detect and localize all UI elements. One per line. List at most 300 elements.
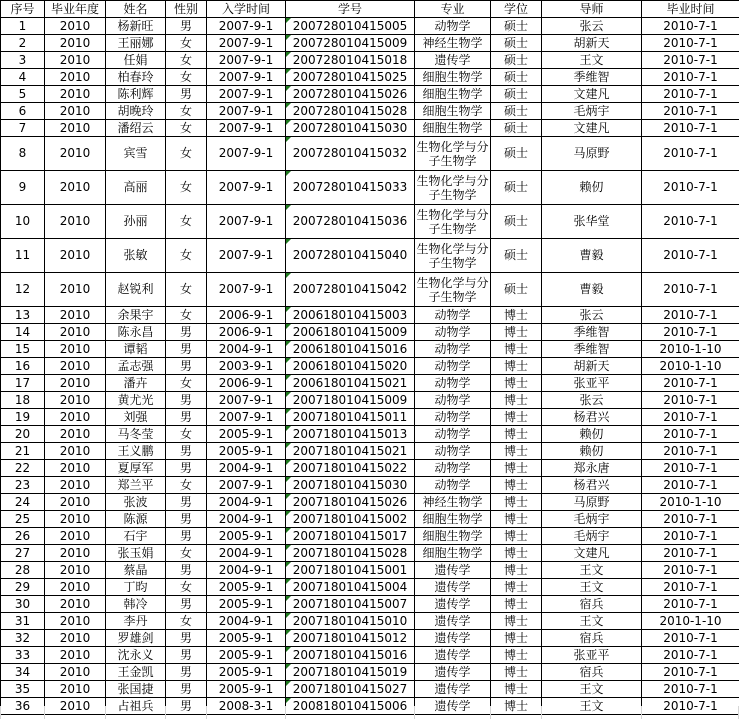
grad-date-cell[interactable]: 2010-7-1 [642, 426, 739, 443]
student-id-cell[interactable]: 200718010415030 [286, 477, 415, 494]
student-id-cell[interactable]: 200728010415030 [286, 120, 415, 137]
grad-date-cell[interactable]: 2010-7-1 [642, 171, 739, 205]
student-name-cell[interactable]: 孙丽 [106, 205, 166, 239]
grad-date-cell[interactable]: 2010-7-1 [642, 239, 739, 273]
enroll-date-cell[interactable]: 2007-9-1 [207, 120, 286, 137]
advisor-cell[interactable]: 马原野 [542, 494, 642, 511]
degree-cell[interactable]: 博士 [491, 307, 542, 324]
enroll-date-cell[interactable]: 2007-9-1 [207, 69, 286, 86]
grad-date-cell[interactable]: 2010-1-10 [642, 613, 739, 630]
grad-year-cell[interactable]: 2010 [45, 494, 106, 511]
enroll-date-cell[interactable]: 2004-9-1 [207, 494, 286, 511]
gender-cell[interactable]: 男 [166, 664, 207, 681]
major-cell[interactable]: 遗传学 [415, 664, 491, 681]
student-name-cell[interactable]: 陈利辉 [106, 86, 166, 103]
major-cell[interactable]: 动物学 [415, 409, 491, 426]
grad-year-cell[interactable]: 2010 [45, 545, 106, 562]
student-name-cell[interactable]: 韩冷 [106, 596, 166, 613]
enroll-date-cell[interactable]: 2005-9-1 [207, 630, 286, 647]
grad-date-cell[interactable]: 2010-7-1 [642, 35, 739, 52]
grad-date-cell[interactable]: 2010-7-1 [642, 545, 739, 562]
student-id-cell[interactable]: 200618010415003 [286, 307, 415, 324]
enroll-date-cell[interactable]: 2007-9-1 [207, 171, 286, 205]
grad-year-cell[interactable]: 2010 [45, 409, 106, 426]
degree-cell[interactable]: 博士 [491, 358, 542, 375]
major-cell[interactable]: 神经生物学 [415, 35, 491, 52]
advisor-cell[interactable]: 毛炳宇 [542, 103, 642, 120]
grad-date-cell[interactable]: 2010-7-1 [642, 18, 739, 35]
degree-cell[interactable]: 硕士 [491, 120, 542, 137]
student-name-cell[interactable]: 高丽 [106, 171, 166, 205]
enroll-date-cell[interactable]: 2007-9-1 [207, 477, 286, 494]
row-number-cell[interactable]: 26 [1, 528, 45, 545]
row-number-cell[interactable]: 5 [1, 86, 45, 103]
student-id-cell[interactable]: 200718010415009 [286, 392, 415, 409]
row-number-cell[interactable]: 6 [1, 103, 45, 120]
advisor-cell[interactable]: 杨君兴 [542, 409, 642, 426]
grad-year-cell[interactable]: 2010 [45, 528, 106, 545]
major-cell[interactable]: 细胞生物学 [415, 545, 491, 562]
advisor-cell[interactable]: 季维智 [542, 324, 642, 341]
advisor-cell[interactable]: 季维智 [542, 341, 642, 358]
gender-cell[interactable]: 女 [166, 477, 207, 494]
grad-date-cell[interactable]: 2010-7-1 [642, 579, 739, 596]
major-cell[interactable]: 遗传学 [415, 52, 491, 69]
header-grad-date[interactable]: 毕业时间 [642, 1, 739, 18]
major-cell[interactable]: 遗传学 [415, 698, 491, 715]
advisor-cell[interactable]: 文建凡 [542, 545, 642, 562]
gender-cell[interactable]: 男 [166, 341, 207, 358]
student-id-cell[interactable]: 200618010415021 [286, 375, 415, 392]
grad-year-cell[interactable]: 2010 [45, 511, 106, 528]
header-advisor[interactable]: 导师 [542, 1, 642, 18]
row-number-cell[interactable]: 14 [1, 324, 45, 341]
grad-date-cell[interactable]: 2010-7-1 [642, 647, 739, 664]
row-number-cell[interactable]: 22 [1, 460, 45, 477]
grad-date-cell[interactable]: 2010-7-1 [642, 443, 739, 460]
gender-cell[interactable]: 男 [166, 409, 207, 426]
student-id-cell[interactable]: 200718010415012 [286, 630, 415, 647]
major-cell[interactable]: 细胞生物学 [415, 69, 491, 86]
grad-year-cell[interactable]: 2010 [45, 35, 106, 52]
major-cell[interactable]: 生物化学与分子生物学 [415, 239, 491, 273]
enroll-date-cell[interactable]: 2007-9-1 [207, 35, 286, 52]
grad-year-cell[interactable]: 2010 [45, 171, 106, 205]
advisor-cell[interactable]: 毛炳宇 [542, 511, 642, 528]
student-id-cell[interactable]: 200718010415028 [286, 545, 415, 562]
student-id-cell[interactable]: 200718010415002 [286, 511, 415, 528]
student-name-cell[interactable]: 张玉娟 [106, 545, 166, 562]
student-name-cell[interactable]: 潘卉 [106, 375, 166, 392]
student-id-cell[interactable]: 200718010415004 [286, 579, 415, 596]
major-cell[interactable]: 生物化学与分子生物学 [415, 273, 491, 307]
grad-date-cell[interactable]: 2010-7-1 [642, 477, 739, 494]
row-number-cell[interactable]: 36 [1, 698, 45, 715]
student-name-cell[interactable]: 赵锐利 [106, 273, 166, 307]
degree-cell[interactable]: 硕士 [491, 52, 542, 69]
advisor-cell[interactable]: 张华堂 [542, 205, 642, 239]
student-name-cell[interactable]: 潘绍云 [106, 120, 166, 137]
grad-date-cell[interactable]: 2010-7-1 [642, 137, 739, 171]
grad-year-cell[interactable]: 2010 [45, 103, 106, 120]
advisor-cell[interactable]: 赖仞 [542, 426, 642, 443]
grad-date-cell[interactable]: 2010-7-1 [642, 120, 739, 137]
gender-cell[interactable]: 男 [166, 324, 207, 341]
degree-cell[interactable]: 硕士 [491, 205, 542, 239]
student-id-cell[interactable]: 200718010415010 [286, 613, 415, 630]
grad-year-cell[interactable]: 2010 [45, 426, 106, 443]
enroll-date-cell[interactable]: 2004-9-1 [207, 511, 286, 528]
gender-cell[interactable]: 女 [166, 171, 207, 205]
header-name[interactable]: 姓名 [106, 1, 166, 18]
grad-date-cell[interactable]: 2010-7-1 [642, 562, 739, 579]
gender-cell[interactable]: 男 [166, 562, 207, 579]
degree-cell[interactable]: 硕士 [491, 69, 542, 86]
enroll-date-cell[interactable]: 2005-9-1 [207, 681, 286, 698]
advisor-cell[interactable]: 张云 [542, 307, 642, 324]
row-number-cell[interactable]: 21 [1, 443, 45, 460]
grad-year-cell[interactable]: 2010 [45, 324, 106, 341]
row-number-cell[interactable]: 25 [1, 511, 45, 528]
major-cell[interactable]: 动物学 [415, 358, 491, 375]
row-number-cell[interactable]: 4 [1, 69, 45, 86]
degree-cell[interactable]: 博士 [491, 477, 542, 494]
gender-cell[interactable]: 男 [166, 460, 207, 477]
enroll-date-cell[interactable]: 2007-9-1 [207, 392, 286, 409]
gender-cell[interactable]: 女 [166, 137, 207, 171]
student-id-cell[interactable]: 200728010415025 [286, 69, 415, 86]
enroll-date-cell[interactable]: 2003-9-1 [207, 358, 286, 375]
student-id-cell[interactable]: 200618010415009 [286, 324, 415, 341]
enroll-date-cell[interactable]: 2007-9-1 [207, 409, 286, 426]
grad-year-cell[interactable]: 2010 [45, 358, 106, 375]
student-id-cell[interactable]: 200718010415016 [286, 647, 415, 664]
grad-year-cell[interactable]: 2010 [45, 120, 106, 137]
major-cell[interactable]: 遗传学 [415, 647, 491, 664]
grad-year-cell[interactable]: 2010 [45, 52, 106, 69]
enroll-date-cell[interactable]: 2005-9-1 [207, 426, 286, 443]
degree-cell[interactable]: 博士 [491, 613, 542, 630]
grad-year-cell[interactable]: 2010 [45, 137, 106, 171]
student-name-cell[interactable]: 张敏 [106, 239, 166, 273]
student-id-cell[interactable]: 200718010415027 [286, 681, 415, 698]
advisor-cell[interactable]: 马原野 [542, 137, 642, 171]
student-name-cell[interactable]: 丁昀 [106, 579, 166, 596]
row-number-cell[interactable]: 16 [1, 358, 45, 375]
row-number-cell[interactable]: 27 [1, 545, 45, 562]
student-id-cell[interactable]: 200728010415032 [286, 137, 415, 171]
grad-date-cell[interactable]: 2010-7-1 [642, 392, 739, 409]
gender-cell[interactable]: 男 [166, 511, 207, 528]
major-cell[interactable]: 遗传学 [415, 630, 491, 647]
row-number-cell[interactable]: 19 [1, 409, 45, 426]
degree-cell[interactable]: 硕士 [491, 103, 542, 120]
student-name-cell[interactable]: 柏春玲 [106, 69, 166, 86]
advisor-cell[interactable]: 曹毅 [542, 239, 642, 273]
gender-cell[interactable]: 男 [166, 647, 207, 664]
student-name-cell[interactable]: 王义鹏 [106, 443, 166, 460]
gender-cell[interactable]: 女 [166, 579, 207, 596]
student-id-cell[interactable]: 200718010415011 [286, 409, 415, 426]
grad-year-cell[interactable]: 2010 [45, 239, 106, 273]
student-id-cell[interactable]: 200728010415036 [286, 205, 415, 239]
advisor-cell[interactable]: 胡新天 [542, 358, 642, 375]
grad-date-cell[interactable]: 2010-1-10 [642, 358, 739, 375]
major-cell[interactable]: 生物化学与分子生物学 [415, 171, 491, 205]
advisor-cell[interactable]: 王文 [542, 579, 642, 596]
major-cell[interactable]: 动物学 [415, 460, 491, 477]
grad-year-cell[interactable]: 2010 [45, 562, 106, 579]
gender-cell[interactable]: 女 [166, 273, 207, 307]
gender-cell[interactable]: 女 [166, 120, 207, 137]
major-cell[interactable]: 动物学 [415, 392, 491, 409]
major-cell[interactable]: 遗传学 [415, 681, 491, 698]
degree-cell[interactable]: 博士 [491, 460, 542, 477]
grad-date-cell[interactable]: 2010-7-1 [642, 630, 739, 647]
enroll-date-cell[interactable]: 2004-9-1 [207, 545, 286, 562]
row-number-cell[interactable]: 28 [1, 562, 45, 579]
header-student-id[interactable]: 学号 [286, 1, 415, 18]
enroll-date-cell[interactable]: 2004-9-1 [207, 562, 286, 579]
header-grad-year[interactable]: 毕业年度 [45, 1, 106, 18]
grad-date-cell[interactable]: 2010-7-1 [642, 273, 739, 307]
row-number-cell[interactable]: 15 [1, 341, 45, 358]
row-number-cell[interactable]: 1 [1, 18, 45, 35]
student-name-cell[interactable]: 沈永义 [106, 647, 166, 664]
advisor-cell[interactable]: 文建凡 [542, 120, 642, 137]
student-id-cell[interactable]: 200728010415009 [286, 35, 415, 52]
gender-cell[interactable]: 女 [166, 103, 207, 120]
grad-year-cell[interactable]: 2010 [45, 273, 106, 307]
advisor-cell[interactable]: 张亚平 [542, 375, 642, 392]
advisor-cell[interactable]: 文建凡 [542, 86, 642, 103]
row-number-cell[interactable]: 3 [1, 52, 45, 69]
advisor-cell[interactable]: 宿兵 [542, 596, 642, 613]
advisor-cell[interactable]: 赖仞 [542, 443, 642, 460]
grad-year-cell[interactable]: 2010 [45, 630, 106, 647]
student-id-cell[interactable]: 200728010415018 [286, 52, 415, 69]
gender-cell[interactable]: 女 [166, 205, 207, 239]
grad-year-cell[interactable]: 2010 [45, 375, 106, 392]
row-number-cell[interactable]: 11 [1, 239, 45, 273]
grad-year-cell[interactable]: 2010 [45, 86, 106, 103]
student-name-cell[interactable]: 占祖兵 [106, 698, 166, 715]
student-id-cell[interactable]: 200718010415001 [286, 562, 415, 579]
grad-year-cell[interactable]: 2010 [45, 69, 106, 86]
student-id-cell[interactable]: 200718010415013 [286, 426, 415, 443]
enroll-date-cell[interactable]: 2007-9-1 [207, 205, 286, 239]
enroll-date-cell[interactable]: 2005-9-1 [207, 647, 286, 664]
student-id-cell[interactable]: 200718010415026 [286, 494, 415, 511]
student-id-cell[interactable]: 200728010415040 [286, 239, 415, 273]
row-number-cell[interactable]: 7 [1, 120, 45, 137]
grad-date-cell[interactable]: 2010-7-1 [642, 205, 739, 239]
grad-date-cell[interactable]: 2010-1-10 [642, 494, 739, 511]
degree-cell[interactable]: 硕士 [491, 137, 542, 171]
student-name-cell[interactable]: 刘强 [106, 409, 166, 426]
major-cell[interactable]: 动物学 [415, 324, 491, 341]
student-name-cell[interactable]: 余果宇 [106, 307, 166, 324]
degree-cell[interactable]: 博士 [491, 562, 542, 579]
student-id-cell[interactable]: 200718010415007 [286, 596, 415, 613]
student-name-cell[interactable]: 张波 [106, 494, 166, 511]
row-number-cell[interactable]: 13 [1, 307, 45, 324]
degree-cell[interactable]: 博士 [491, 511, 542, 528]
grad-year-cell[interactable]: 2010 [45, 698, 106, 715]
header-gender[interactable]: 性别 [166, 1, 207, 18]
advisor-cell[interactable]: 张亚平 [542, 647, 642, 664]
major-cell[interactable]: 细胞生物学 [415, 120, 491, 137]
enroll-date-cell[interactable]: 2007-9-1 [207, 239, 286, 273]
student-id-cell[interactable]: 200818010415006 [286, 698, 415, 715]
row-number-cell[interactable]: 33 [1, 647, 45, 664]
student-id-cell[interactable]: 200728010415026 [286, 86, 415, 103]
grad-date-cell[interactable]: 2010-1-10 [642, 341, 739, 358]
student-name-cell[interactable]: 蔡晶 [106, 562, 166, 579]
gender-cell[interactable]: 女 [166, 545, 207, 562]
enroll-date-cell[interactable]: 2007-9-1 [207, 273, 286, 307]
degree-cell[interactable]: 博士 [491, 392, 542, 409]
gender-cell[interactable]: 女 [166, 307, 207, 324]
grad-date-cell[interactable]: 2010-7-1 [642, 409, 739, 426]
advisor-cell[interactable]: 郑永唐 [542, 460, 642, 477]
advisor-cell[interactable]: 张云 [542, 392, 642, 409]
grad-date-cell[interactable]: 2010-7-1 [642, 307, 739, 324]
enroll-date-cell[interactable]: 2007-9-1 [207, 103, 286, 120]
grad-year-cell[interactable]: 2010 [45, 681, 106, 698]
advisor-cell[interactable]: 王文 [542, 562, 642, 579]
gender-cell[interactable]: 女 [166, 239, 207, 273]
grad-date-cell[interactable]: 2010-7-1 [642, 103, 739, 120]
enroll-date-cell[interactable]: 2007-9-1 [207, 137, 286, 171]
header-no[interactable]: 序号 [1, 1, 45, 18]
grad-date-cell[interactable]: 2010-7-1 [642, 86, 739, 103]
advisor-cell[interactable]: 赖仞 [542, 171, 642, 205]
student-name-cell[interactable]: 孟志强 [106, 358, 166, 375]
degree-cell[interactable]: 博士 [491, 494, 542, 511]
grad-date-cell[interactable]: 2010-7-1 [642, 664, 739, 681]
gender-cell[interactable]: 女 [166, 69, 207, 86]
row-number-cell[interactable]: 23 [1, 477, 45, 494]
grad-year-cell[interactable]: 2010 [45, 647, 106, 664]
advisor-cell[interactable]: 季维智 [542, 69, 642, 86]
grad-year-cell[interactable]: 2010 [45, 596, 106, 613]
major-cell[interactable]: 生物化学与分子生物学 [415, 137, 491, 171]
advisor-cell[interactable]: 杨君兴 [542, 477, 642, 494]
major-cell[interactable]: 动物学 [415, 307, 491, 324]
gender-cell[interactable]: 男 [166, 528, 207, 545]
student-id-cell[interactable]: 200618010415016 [286, 341, 415, 358]
gender-cell[interactable]: 男 [166, 358, 207, 375]
degree-cell[interactable]: 硕士 [491, 171, 542, 205]
student-name-cell[interactable]: 罗雄剑 [106, 630, 166, 647]
degree-cell[interactable]: 博士 [491, 596, 542, 613]
student-name-cell[interactable]: 杨新旺 [106, 18, 166, 35]
major-cell[interactable]: 遗传学 [415, 613, 491, 630]
advisor-cell[interactable]: 胡新天 [542, 35, 642, 52]
row-number-cell[interactable]: 8 [1, 137, 45, 171]
grad-year-cell[interactable]: 2010 [45, 613, 106, 630]
row-number-cell[interactable]: 35 [1, 681, 45, 698]
gender-cell[interactable]: 女 [166, 35, 207, 52]
enroll-date-cell[interactable]: 2004-9-1 [207, 613, 286, 630]
advisor-cell[interactable]: 宿兵 [542, 630, 642, 647]
major-cell[interactable]: 遗传学 [415, 579, 491, 596]
grad-date-cell[interactable]: 2010-7-1 [642, 698, 739, 715]
major-cell[interactable]: 细胞生物学 [415, 86, 491, 103]
grad-date-cell[interactable]: 2010-7-1 [642, 596, 739, 613]
student-name-cell[interactable]: 任娟 [106, 52, 166, 69]
enroll-date-cell[interactable]: 2005-9-1 [207, 664, 286, 681]
advisor-cell[interactable]: 王文 [542, 613, 642, 630]
degree-cell[interactable]: 博士 [491, 664, 542, 681]
major-cell[interactable]: 遗传学 [415, 562, 491, 579]
grad-year-cell[interactable]: 2010 [45, 307, 106, 324]
degree-cell[interactable]: 博士 [491, 409, 542, 426]
grad-date-cell[interactable]: 2010-7-1 [642, 511, 739, 528]
degree-cell[interactable]: 博士 [491, 630, 542, 647]
major-cell[interactable]: 动物学 [415, 341, 491, 358]
grad-year-cell[interactable]: 2010 [45, 341, 106, 358]
major-cell[interactable]: 细胞生物学 [415, 511, 491, 528]
row-number-cell[interactable]: 10 [1, 205, 45, 239]
degree-cell[interactable]: 博士 [491, 528, 542, 545]
row-number-cell[interactable]: 24 [1, 494, 45, 511]
degree-cell[interactable]: 博士 [491, 579, 542, 596]
degree-cell[interactable]: 博士 [491, 426, 542, 443]
enroll-date-cell[interactable]: 2006-9-1 [207, 307, 286, 324]
degree-cell[interactable]: 博士 [491, 324, 542, 341]
major-cell[interactable]: 细胞生物学 [415, 103, 491, 120]
gender-cell[interactable]: 女 [166, 52, 207, 69]
degree-cell[interactable]: 博士 [491, 545, 542, 562]
gender-cell[interactable]: 男 [166, 698, 207, 715]
gender-cell[interactable]: 男 [166, 443, 207, 460]
row-number-cell[interactable]: 2 [1, 35, 45, 52]
degree-cell[interactable]: 硕士 [491, 273, 542, 307]
grad-year-cell[interactable]: 2010 [45, 443, 106, 460]
student-id-cell[interactable]: 200618010415020 [286, 358, 415, 375]
gender-cell[interactable]: 男 [166, 18, 207, 35]
advisor-cell[interactable]: 王文 [542, 52, 642, 69]
advisor-cell[interactable]: 王文 [542, 681, 642, 698]
student-id-cell[interactable]: 200718010415021 [286, 443, 415, 460]
degree-cell[interactable]: 博士 [491, 647, 542, 664]
advisor-cell[interactable]: 张云 [542, 18, 642, 35]
row-number-cell[interactable]: 20 [1, 426, 45, 443]
enroll-date-cell[interactable]: 2007-9-1 [207, 52, 286, 69]
student-name-cell[interactable]: 宾雪 [106, 137, 166, 171]
student-name-cell[interactable]: 郑兰平 [106, 477, 166, 494]
row-number-cell[interactable]: 18 [1, 392, 45, 409]
student-id-cell[interactable]: 200728010415005 [286, 18, 415, 35]
student-name-cell[interactable]: 王金凯 [106, 664, 166, 681]
grad-year-cell[interactable]: 2010 [45, 18, 106, 35]
student-name-cell[interactable]: 胡晚玲 [106, 103, 166, 120]
gender-cell[interactable]: 男 [166, 596, 207, 613]
gender-cell[interactable]: 女 [166, 375, 207, 392]
gender-cell[interactable]: 女 [166, 426, 207, 443]
student-id-cell[interactable]: 200728010415033 [286, 171, 415, 205]
degree-cell[interactable]: 硕士 [491, 18, 542, 35]
grad-year-cell[interactable]: 2010 [45, 664, 106, 681]
student-name-cell[interactable]: 张国捷 [106, 681, 166, 698]
advisor-cell[interactable]: 曹毅 [542, 273, 642, 307]
major-cell[interactable]: 细胞生物学 [415, 528, 491, 545]
degree-cell[interactable]: 硕士 [491, 35, 542, 52]
student-name-cell[interactable]: 夏厚军 [106, 460, 166, 477]
grad-year-cell[interactable]: 2010 [45, 579, 106, 596]
